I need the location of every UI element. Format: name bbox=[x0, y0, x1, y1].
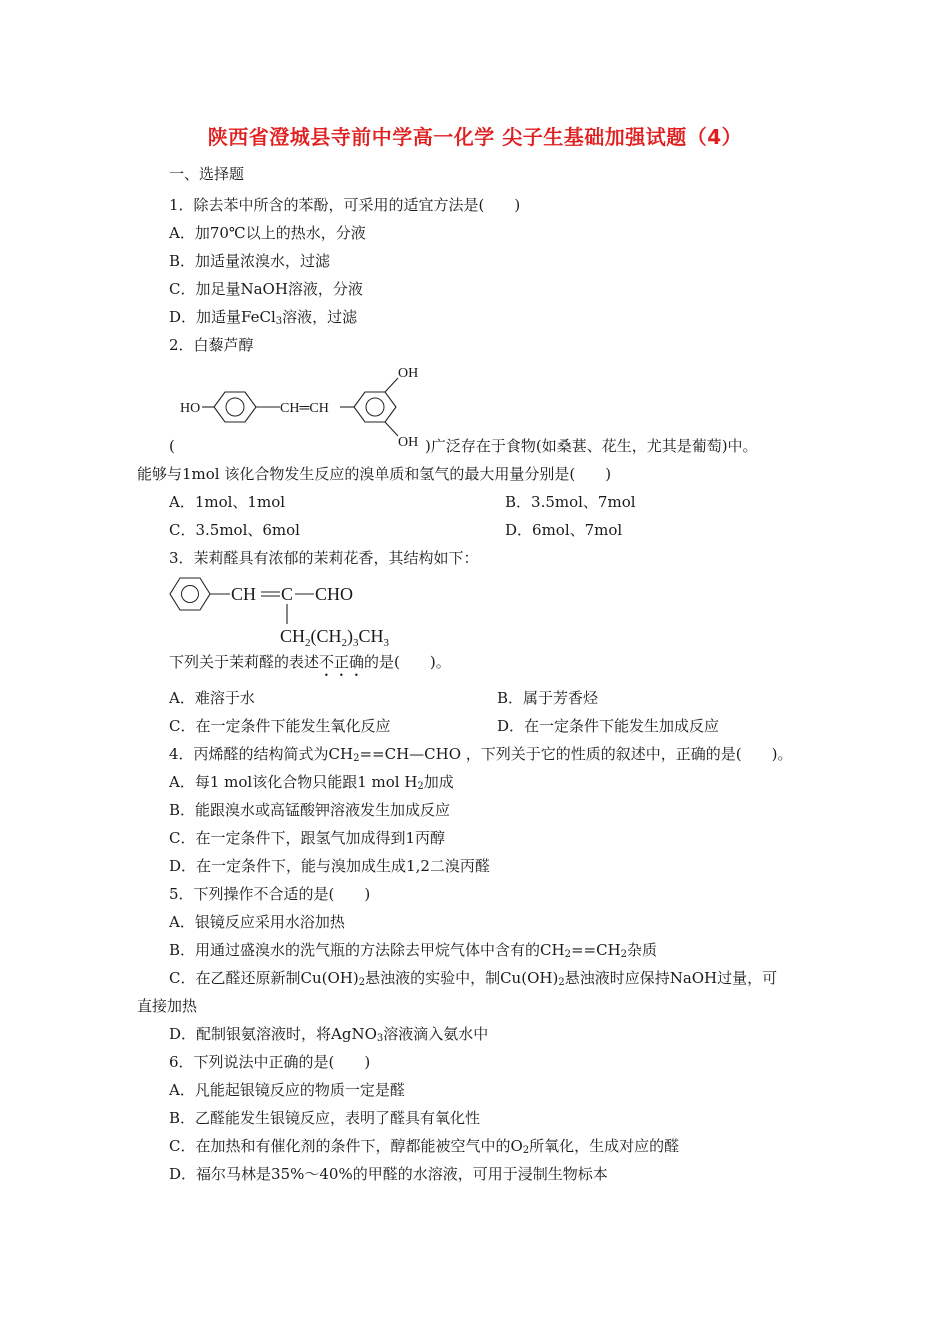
struct-ch2-sub: 2 bbox=[305, 637, 311, 649]
q2-option-c: C．3.5mol、6mol bbox=[169, 521, 300, 539]
q2-option-d: D．6mol、7mol bbox=[505, 521, 623, 539]
q5-stem: 5．下列操作不合适的是( ) bbox=[169, 885, 371, 903]
q5-option-c-line2: 直接加热 bbox=[137, 997, 198, 1015]
q3-option-a: A．难溶于水 bbox=[169, 689, 255, 707]
struct-ho-label: HO bbox=[180, 401, 201, 416]
q6-option-b: B．乙醛能发生银镜反应，表明了醛具有氧化性 bbox=[169, 1109, 481, 1127]
q3-option-d: D．在一定条件下能发生加成反应 bbox=[497, 717, 720, 735]
q5-option-d: D．配制银氨溶液时，将AgNO$_3$溶液滴入氨水中 bbox=[169, 1025, 489, 1044]
q4-option-d: D．在一定条件下，能与溴加成生成1,2二溴丙醛 bbox=[169, 857, 490, 875]
q6-stem: 6．下列说法中正确的是( ) bbox=[169, 1053, 371, 1071]
page-title: 陕西省澄城县寺前中学高一化学 尖子生基础加强试题（4） bbox=[207, 125, 743, 149]
q4-option-b: B．能跟溴水或高锰酸钾溶液发生加成反应 bbox=[169, 801, 451, 819]
q2-option-b: B．3.5mol、7mol bbox=[505, 493, 636, 511]
struct-ch3-label: CH bbox=[358, 626, 384, 646]
q1-option-d: D．加适量FeCl$_3$溶液，过滤 bbox=[169, 308, 358, 327]
struct-oh-top-label: OH bbox=[398, 366, 419, 381]
struct-c-label: C bbox=[281, 584, 294, 604]
q4-option-a: A．每1 mol该化合物只能跟1 mol $H_2$加成 bbox=[169, 773, 454, 792]
jasminaldehyde-structure bbox=[168, 572, 438, 650]
q4-option-c: C．在一定条件下，跟氢气加成得到1丙醇 bbox=[169, 829, 446, 847]
q1-option-a: A．加70℃以上的热水，分液 bbox=[169, 224, 366, 242]
struct-mid-sub: 2 bbox=[341, 637, 348, 649]
q3-emphasis: 不正确 bbox=[319, 653, 365, 671]
q2-text-line2: 能够与1mol 该化合物发生反应的溴单质和氢气的最大用量分别是( ) bbox=[137, 465, 612, 483]
struct-close-sub: 3 bbox=[353, 637, 359, 649]
q4-stem: 4．丙烯醛的结构简式为$CH_2==CH—CHO$ ，下列关于它的性质的叙述中，正确的是( )。 bbox=[169, 745, 793, 764]
q3-option-b: B．属于芳香烃 bbox=[497, 689, 599, 707]
q1-option-c: C．加足量NaOH溶液，分液 bbox=[169, 280, 363, 298]
struct-ch-label: CH bbox=[231, 584, 257, 604]
resveratrol-structure bbox=[178, 362, 428, 452]
q6-option-d: D．福尔马林是35%～40%的甲醛的水溶液，可用于浸制生物标本 bbox=[169, 1165, 608, 1183]
q3-stem: 3．茉莉醛具有浓郁的茉莉花香，其结构如下： bbox=[169, 549, 479, 567]
q2-text-line1: )广泛存在于食物(如桑葚、花生，尤其是葡萄)中。 bbox=[425, 437, 758, 455]
q5-option-a: A．银镜反应采用水浴加热 bbox=[169, 913, 345, 931]
q1-stem: 1．除去苯中所含的苯酚，可采用的适宜方法是( ) bbox=[169, 196, 521, 214]
struct-oh-bottom-label: OH bbox=[398, 435, 419, 450]
struct-ch2-label: CH bbox=[280, 626, 306, 646]
q6-option-c: C．在加热和有催化剂的条件下，醇都能被空气中的$O_2$所氧化，生成对应的醛 bbox=[169, 1137, 680, 1156]
svg-text:CH2(CH2)3CH3 bbox=[280, 626, 390, 649]
q2-open-paren: ( bbox=[169, 437, 175, 455]
q2-stem: 2．白藜芦醇 bbox=[169, 336, 254, 354]
q3-option-c: C．在一定条件下能发生氧化反应 bbox=[169, 717, 391, 735]
q5-option-c-line1: C．在乙醛还原新制$Cu(OH)_2$悬浊液的实验中，制$Cu(OH)_2$悬浊液时应保持NaOH过量，可 bbox=[169, 969, 778, 988]
struct-close-label: ) bbox=[347, 626, 354, 646]
q2-option-a: A．1mol、1mol bbox=[169, 493, 286, 511]
q3-question-line: 下列关于茉莉醛的表述不正确的是( )。 bbox=[169, 653, 451, 671]
struct-mid-label: (CH bbox=[310, 626, 342, 646]
q6-option-a: A．凡能起银镜反应的物质一定是醛 bbox=[169, 1081, 405, 1099]
q5-option-b: B．用通过盛溴水的洗气瓶的方法除去甲烷气体中含有的$CH_2==CH_2$杂质 bbox=[169, 941, 658, 960]
section-heading: 一、选择题 bbox=[169, 165, 245, 183]
struct-cho-label: CHO bbox=[315, 584, 354, 604]
struct-vinylene-label: CH═CH bbox=[280, 401, 329, 416]
struct-ch3-sub: 3 bbox=[383, 637, 390, 649]
q1-option-b: B．加适量浓溴水，过滤 bbox=[169, 252, 331, 270]
